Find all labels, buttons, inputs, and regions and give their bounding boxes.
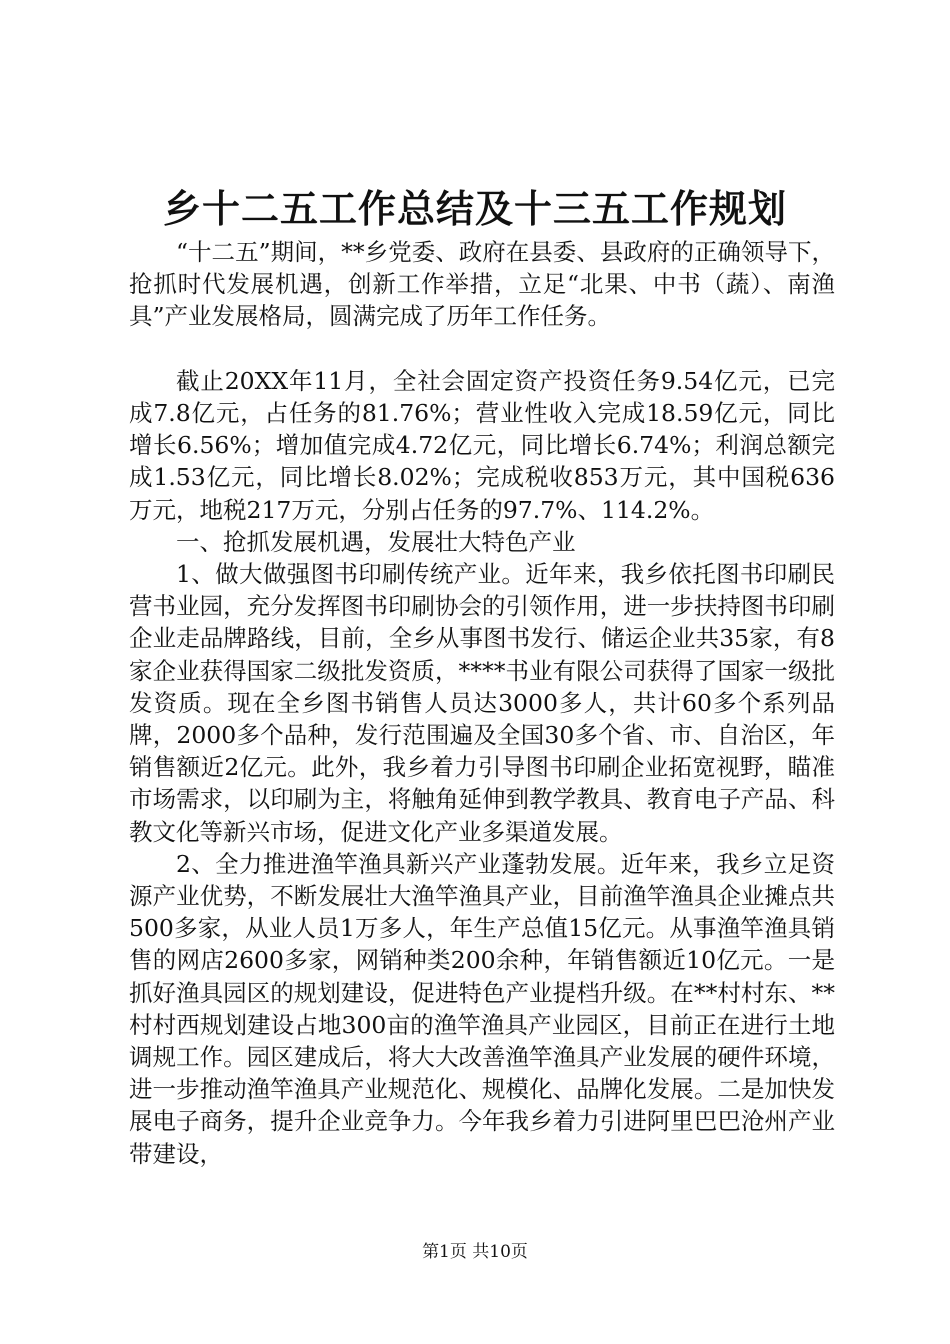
printing-industry-paragraph: 1、做大做强图书印刷传统产业。近年来，我乡依托图书印刷民营书业园，充分发挥图书印刷协会的引领作用，进一步扶持图书印刷企业走品牌路线，目前，全乡从事图书发行、储运企业共35家，有8家企业获得国家二级批发资质，****书业有限公司获得了国家一级批发资质。现在全乡图书销售人员达3000多人，共计60多个系列品牌，2000多个品种，发行范围遍及全国30多个省、市、自治区，年销售额近2亿元。此外，我乡着力引导图书印刷企业拓宽视野，瞄准市场需求，以印刷为主，将触角延伸到教学教具、教育电子产品、科教文化等新兴市场，促进文化产业多渠道发展。: [129, 560, 835, 846]
statistics-paragraph: 截止20XX年11月，全社会固定资产投资任务9.54亿元，已完成7.8亿元，占任务的81.76%；营业性收入完成18.59亿元，同比增长6.56%；增加值完成4.72亿元，同比增长6.74%；利润总额完成1.53亿元，同比增长8.02%；完成税收853万元，其中国税636万元，地税217万元，分别占任务的97.7%、114.2%。: [129, 366, 835, 524]
intro-paragraph: “十二五”期间，**乡党委、政府在县委、县政府的正确领导下，抢抓时代发展机遇，创新工作举措，立足“北果、中书（蔬）、南渔具”产业发展格局，圆满完成了历年工作任务。: [129, 238, 835, 331]
paragraph-spacer: [129, 333, 835, 365]
document-title: 乡十二五工作总结及十三五工作规划: [162, 186, 787, 231]
fishing-gear-industry-paragraph: 2、全力推进渔竿渔具新兴产业蓬勃发展。近年来，我乡立足资源产业优势，不断发展壮大渔竿渔具产业，目前渔竿渔具企业摊点共500多家，从业人员1万多人，年生产总值15亿元。从事渔竿渔具销售的网店2600多家，网销种类200余种，年销售额近10亿元。一是抓好渔具园区的规划建设，促进特色产业提档升级。在**村村东、**村村西规划建设占地300亩的渔竿渔具产业园区，目前正在进行土地调规工作。园区建成后，将大大改善渔竿渔具产业发展的硬件环境，进一步推动渔竿渔具产业规范化、规模化、品牌化发展。二是加快发展电子商务，提升企业竞争力。今年我乡着力引进阿里巴巴沧州产业带建设，: [129, 849, 835, 1168]
section-heading: 一、抢抓发展机遇，发展壮大特色产业: [176, 527, 576, 556]
document-body: [129, 236, 835, 1170]
page-number: 第1页 共10页: [422, 1242, 528, 1262]
